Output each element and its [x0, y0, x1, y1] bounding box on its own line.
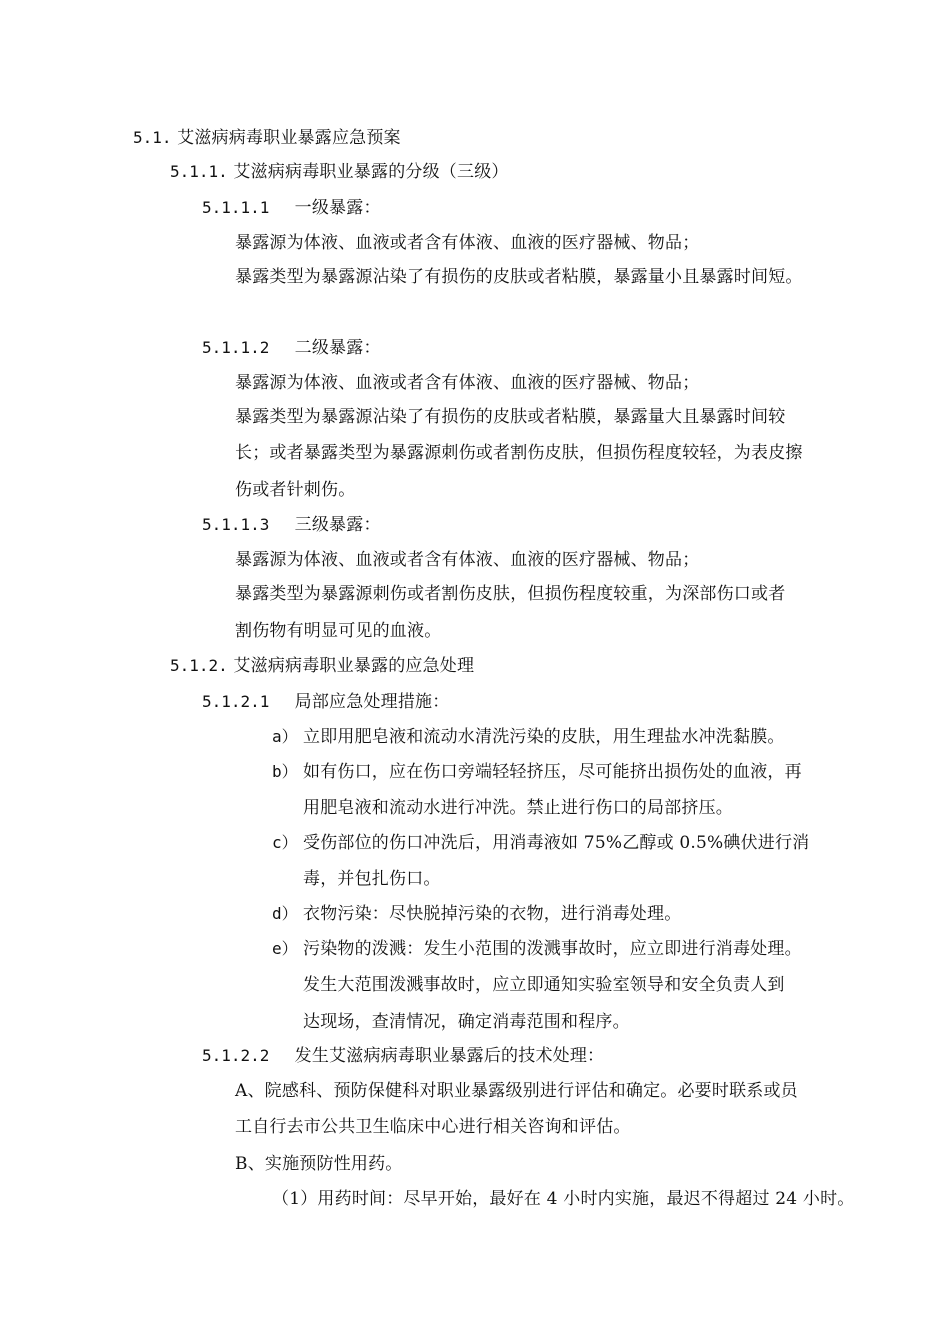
section-title: 艾滋病病毒职业暴露的分级（三级）	[233, 162, 509, 182]
list-item-e-continued: 达现场，查清情况，确定消毒范围和程序。	[303, 1012, 630, 1032]
paragraph: 暴露类型为暴露源沾染了有损伤的皮肤或者粘膜，暴露量小且暴露时间短。	[235, 267, 803, 287]
subsection-number: 5.1.1.1	[202, 198, 270, 217]
subsection-heading-5-1-1-1	[202, 196, 381, 220]
list-marker-a: a）	[272, 727, 298, 746]
paragraph: 长；或者暴露类型为暴露源刺伤或者割伤皮肤，但损伤程度较轻，为表皮擦	[235, 443, 803, 463]
section-heading-5-1-1	[170, 160, 509, 184]
subsection-number: 5.1.1.2	[202, 338, 270, 357]
paragraph: 暴露类型为暴露源沾染了有损伤的皮肤或者粘膜，暴露量大且暴露时间较	[235, 407, 786, 427]
list-item-b: 如有伤口，应在伤口旁端轻轻挤压，尽可能挤出损伤处的血液，再	[303, 762, 802, 782]
list-item-a: 立即用肥皂液和流动水清洗污染的皮肤，用生理盐水冲洗黏膜。	[303, 727, 785, 747]
section-heading-5-1-2	[170, 654, 474, 678]
subsection-title: 局部应急处理措施：	[294, 692, 450, 712]
subsection-heading-5-1-2-2	[202, 1044, 604, 1068]
list-marker-e: e）	[272, 939, 298, 958]
subsection-number: 5.1.1.3	[202, 515, 270, 534]
paragraph: 暴露源为体液、血液或者含有体液、血液的医疗器械、物品；	[235, 233, 700, 253]
paragraph-b-1: （1）用药时间：尽早开始，最好在 4 小时内实施，最迟不得超过 24 小时。	[272, 1189, 855, 1209]
subsection-heading-5-1-2-1	[202, 690, 449, 714]
paragraph-a-continued: 工自行去市公共卫生临床中心进行相关咨询和评估。	[235, 1117, 631, 1137]
paragraph-b: B、实施预防性用药。	[235, 1154, 403, 1174]
subsection-number: 5.1.2.1	[202, 692, 270, 711]
list-item-c: 受伤部位的伤口冲洗后，用消毒液如 75%乙醇或 0.5%碘伏进行消	[303, 833, 810, 853]
list-marker-c: c）	[272, 833, 298, 852]
list-marker-d: d）	[272, 904, 298, 923]
list-item-d: 衣物污染：尽快脱掉污染的衣物，进行消毒处理。	[303, 904, 682, 924]
section-number: 5.1.	[133, 128, 172, 147]
list-item-e: 污染物的泼溅：发生小范围的泼溅事故时，应立即进行消毒处理。	[303, 939, 802, 959]
list-item-e-continued: 发生大范围泼溅事故时，应立即通知实验室领导和安全负责人到	[303, 975, 785, 995]
list-item-c-continued: 毒，并包扎伤口。	[303, 869, 441, 889]
paragraph: 暴露类型为暴露源刺伤或者割伤皮肤，但损伤程度较重，为深部伤口或者	[235, 584, 786, 604]
section-number: 5.1.1.	[170, 162, 228, 181]
list-marker-b: b）	[272, 762, 298, 781]
subsection-heading-5-1-1-2	[202, 336, 381, 360]
paragraph: 暴露源为体液、血液或者含有体液、血液的医疗器械、物品；	[235, 373, 700, 393]
subsection-number: 5.1.2.2	[202, 1046, 270, 1065]
section-number: 5.1.2.	[170, 656, 228, 675]
paragraph-a: A、院感科、预防保健科对职业暴露级别进行评估和确定。必要时联系或员	[235, 1081, 798, 1101]
subsection-title: 发生艾滋病病毒职业暴露后的技术处理：	[294, 1046, 605, 1066]
paragraph: 伤或者针刺伤。	[235, 480, 356, 500]
paragraph: 割伤物有明显可见的血液。	[235, 621, 442, 641]
section-title: 艾滋病病毒职业暴露的应急处理	[233, 656, 475, 676]
section-heading-5-1	[133, 126, 401, 150]
subsection-title: 一级暴露：	[294, 198, 381, 218]
paragraph: 暴露源为体液、血液或者含有体液、血液的医疗器械、物品；	[235, 550, 700, 570]
subsection-title: 三级暴露：	[294, 515, 381, 535]
list-item-b-continued: 用肥皂液和流动水进行冲洗。禁止进行伤口的局部挤压。	[303, 798, 733, 818]
section-title: 艾滋病病毒职业暴露应急预案	[177, 128, 401, 148]
subsection-title: 二级暴露：	[294, 338, 381, 358]
subsection-heading-5-1-1-3	[202, 513, 381, 537]
